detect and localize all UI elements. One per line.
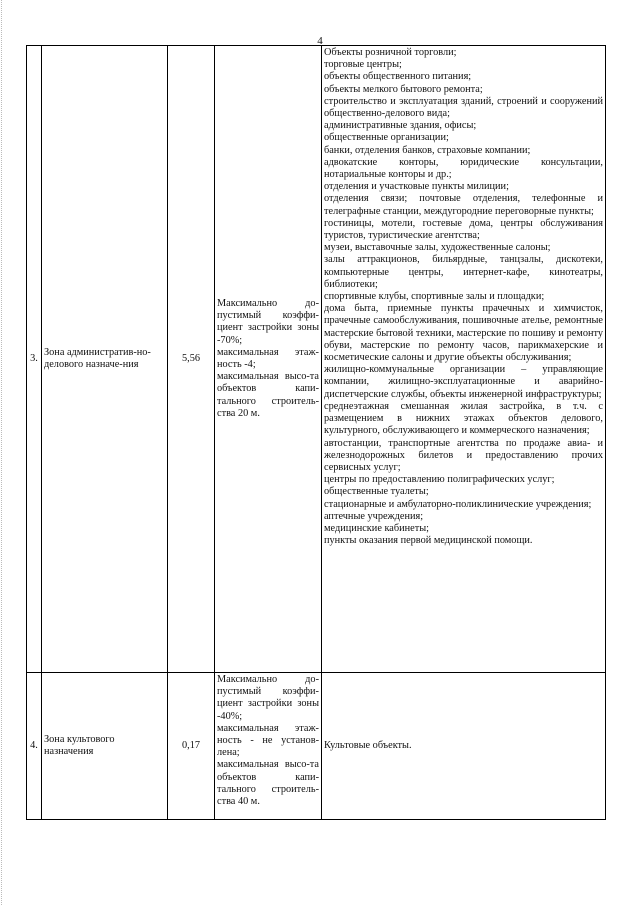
use-item: медицинские кабинеты; [324, 522, 429, 534]
parameter-line: Максимально до-пустимый коэффи-циент застройки зоны -70%; [217, 297, 319, 346]
row-number: 4. [27, 673, 42, 820]
use-item: гостиницы, мотели, гостевые дома, центры обслуживания туристов, туристические агентства; [324, 217, 603, 242]
use-item: залы аттракционов, бильярдные, танцзалы, дискотеки, компьютерные центры, интернет-кафе, кинотеатры, библиотеки; [324, 254, 603, 290]
permitted-uses [322, 46, 606, 673]
use-item: объекты мелкого бытового ремонта; [324, 83, 483, 95]
use-item: аптечные учреждения; [324, 510, 424, 522]
use-item: центры по предоставлению полиграфических услуг; [324, 474, 555, 486]
row-number: 3. [27, 46, 42, 673]
use-item: автостанции, транспортные агентства по продаже авиа- и железнодорожных билетов и предоставлению прочих сервисных услуг; [324, 437, 603, 473]
parameter-line: максимальная этаж-ность - не установ-лена; [217, 722, 319, 759]
use-item: торговые центры; [324, 59, 402, 71]
use-item: объекты общественного питания; [324, 71, 472, 83]
zone-parameters [215, 673, 322, 820]
use-item: стационарные и амбулаторно-поликлинические учреждения; [324, 498, 592, 510]
parameter-line: Максимально до-пустимый коэффи-циент застройки зоны -40%; [217, 674, 319, 722]
use-item: общественные организации; [324, 132, 449, 144]
use-item: музеи, выставочные залы, художественные салоны; [324, 242, 551, 254]
use-item: отделения связи; почтовые отделения, телефонные и телеграфные станции, междугородние переговорные пункты; [324, 193, 603, 217]
zone-name: Зона культового назначения [42, 673, 168, 820]
table-row [27, 673, 606, 820]
zones-table [26, 45, 606, 820]
use-item: Объекты розничной торговли; [324, 47, 457, 58]
parameter-line: максимальная высо-та объектов капи-тального строитель-ства 40 м. [217, 759, 319, 808]
use-item: отделения и участковые пункты милиции; [324, 181, 509, 193]
use-item: спортивные клубы, спортивные залы и площадки; [324, 291, 545, 303]
page-left-edge [1, 0, 3, 905]
page-number: 4 [317, 35, 323, 47]
use-item: строительство и эксплуатация зданий, строений и сооружений общественно-делового вида; [324, 95, 603, 120]
use-item: дома быта, приемные пункты прачечных и химчисток, прачечные самообслуживания, пошивочные ателье, ремонтные мастерские бытовой техники, мастерские по пошиву и ремонту обуви, мастерские по ремонту часов, парикмахерские и косметические салоны и другие объекты обслуживания; [324, 303, 603, 364]
use-item: среднеэтажная смешанная жилая застройка, в т.ч. с размещением в нижних этажах объектов делового, культурного, обслуживающего и коммерческого назначения; [324, 400, 603, 437]
use-item: пункты оказания первой медицинской помощи. [324, 535, 533, 547]
zone-name: Зона административ-но-делового назначе-ния [42, 46, 168, 673]
parameter-line: максимальная этаж-ность -4; [217, 346, 319, 370]
permitted-uses [322, 673, 606, 820]
use-item: Культовые объекты. [324, 739, 412, 751]
zone-parameters [215, 46, 322, 673]
use-item: административные здания, офисы; [324, 120, 477, 132]
zone-area: 5,56 [168, 46, 215, 673]
use-item: банки, отделения банков, страховые компании; [324, 144, 531, 156]
use-item: общественные туалеты; [324, 486, 429, 498]
parameter-line: максимальная высо-та объектов капи-тального строитель-ства 20 м. [217, 371, 319, 419]
use-item: жилищно-коммунальные организации – управляющие компании, жилищно-эксплуатационные и аварийно-диспетчерские службы, объекты инженерной инфраструктуры; [324, 364, 603, 400]
use-item: адвокатские конторы, юридические консультации, нотариальные конторы и др.; [324, 156, 603, 181]
zone-area: 0,17 [168, 673, 215, 820]
table-row [27, 46, 606, 673]
